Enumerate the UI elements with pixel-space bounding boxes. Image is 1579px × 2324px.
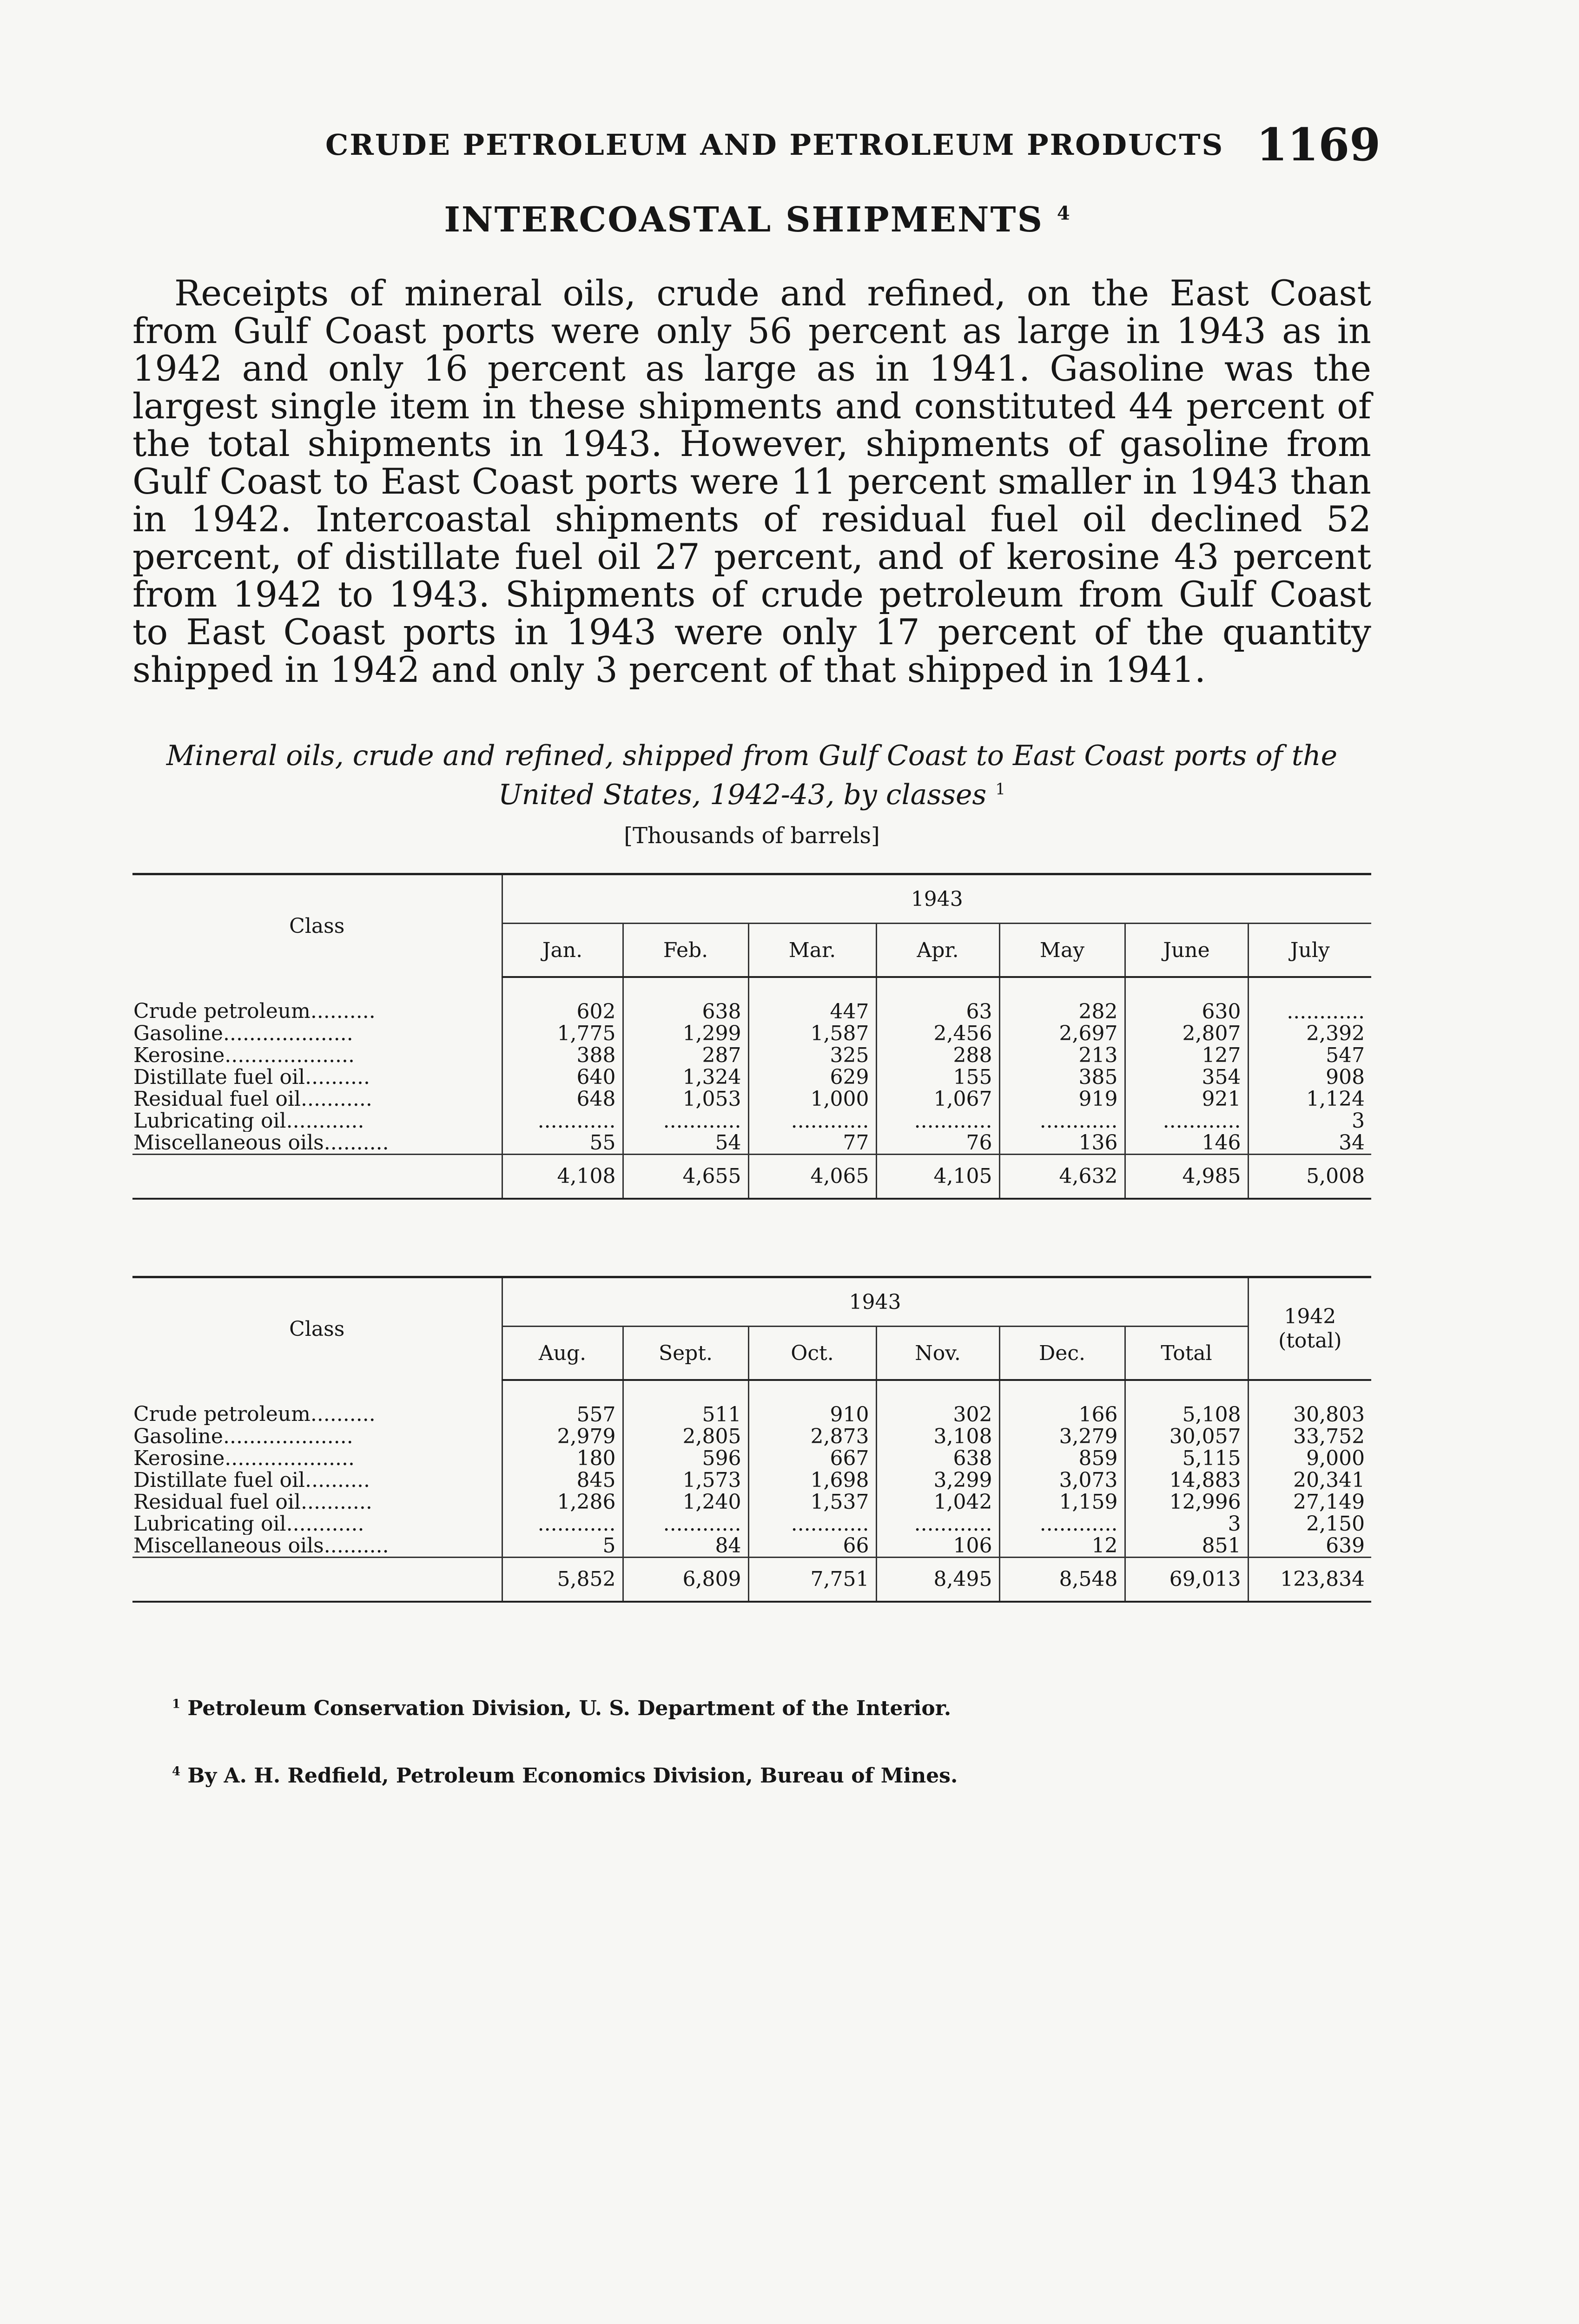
- cell-value: 1,240: [623, 1491, 748, 1513]
- cell-value: 106: [876, 1535, 999, 1558]
- cell-value: 921: [1125, 1088, 1248, 1110]
- cell-value: 1,124: [1248, 1088, 1371, 1110]
- cell-value: 3,279: [999, 1426, 1125, 1447]
- month-header-mar: Mar.: [748, 924, 876, 977]
- cell-value: ............: [1125, 1110, 1248, 1132]
- year-1942-label: 1942: [1284, 1304, 1336, 1328]
- cell-value: 3,299: [876, 1469, 999, 1491]
- cell-value: 14,883: [1125, 1469, 1248, 1491]
- cell-value: 1,000: [748, 1088, 876, 1110]
- cell-value: 55: [502, 1132, 623, 1155]
- cell-value: 630: [1125, 977, 1248, 1023]
- cell-value: 325: [748, 1044, 876, 1066]
- total-value: 123,834: [1248, 1558, 1371, 1602]
- cell-value: 1,159: [999, 1491, 1125, 1513]
- cell-value: 3,108: [876, 1426, 999, 1447]
- month-header-dec: Dec.: [999, 1327, 1125, 1380]
- row-label: Distillate fuel oil..........: [133, 1469, 370, 1491]
- cell-value: ............: [748, 1110, 876, 1132]
- cell-value: 54: [623, 1132, 748, 1155]
- cell-value: 447: [748, 977, 876, 1023]
- table-row: [132, 1469, 1371, 1491]
- total-value: 7,751: [748, 1558, 876, 1602]
- shipments-table-aug-dec: [132, 1276, 1371, 1603]
- cell-value: 166: [999, 1380, 1125, 1426]
- total-value: 4,065: [748, 1155, 876, 1199]
- cell-value: 845: [502, 1469, 623, 1491]
- cell-value: 20,341: [1248, 1469, 1371, 1491]
- table-row: [132, 1088, 1371, 1110]
- cell-value: 5,115: [1125, 1447, 1248, 1469]
- table-unit-note: [Thousands of barrels]: [624, 823, 880, 849]
- month-header-may: May: [999, 924, 1125, 977]
- cell-value: 2,807: [1125, 1023, 1248, 1044]
- cell-value: ............: [502, 1110, 623, 1132]
- table-row: [132, 1110, 1371, 1132]
- cell-value: 84: [623, 1535, 748, 1558]
- section-title-text: INTERCOASTAL SHIPMENTS: [444, 200, 1044, 240]
- total-value: 5,852: [502, 1558, 623, 1602]
- cell-value: 136: [999, 1132, 1125, 1155]
- year-1942-total-header: [1248, 1277, 1371, 1380]
- footnote-text: By A. H. Redfield, Petroleum Economics Division, Bureau of Mines.: [187, 1764, 958, 1788]
- body-paragraph: Receipts of mineral oils, crude and refined, on the East Coast from Gulf Coast ports were only 56 percent as large in 1943 as in 1942 and only 16 percent as large as in 1941. Gasoline was the largest single item in these shipments and constituted 44 percent of the total shipments in 1943. However, shipments of gasoline from Gulf Coast to East Coast ports were 11 percent smaller in 1943 than in 1942. Intercoastal shipments of residual fuel oil declined 52 percent, of distillate fuel oil 27 percent, and of kerosine 43 percent from 1942 to 1943. Shipments of crude petroleum from Gulf Coast to East Coast ports in 1943 were only 17 percent of the quantity shipped in 1942 and only 3 percent of that shipped in 1941.: [132, 272, 1371, 690]
- cell-value: 388: [502, 1044, 623, 1066]
- cell-value: 2,392: [1248, 1023, 1371, 1044]
- month-header-june: June: [1125, 924, 1248, 977]
- cell-value: 2,456: [876, 1023, 999, 1044]
- row-label: Lubricating oil............: [133, 1513, 364, 1535]
- section-title: [135, 200, 1381, 240]
- total-row: [132, 1558, 1371, 1602]
- year-1943-header: 1943: [502, 874, 1371, 924]
- row-label: Crude petroleum..........: [133, 1402, 376, 1426]
- month-header-nov: Nov.: [876, 1327, 999, 1380]
- table-row: [132, 1426, 1371, 1447]
- cell-value: 282: [999, 977, 1125, 1023]
- shipments-table-jan-jul: [132, 873, 1371, 1200]
- cell-value: 2,697: [999, 1023, 1125, 1044]
- cell-value: 3: [1125, 1513, 1248, 1535]
- total-value: 6,809: [623, 1558, 748, 1602]
- cell-value: 287: [623, 1044, 748, 1066]
- row-label: Kerosine....................: [133, 1447, 355, 1469]
- cell-value: 1,775: [502, 1023, 623, 1044]
- cell-value: 77: [748, 1132, 876, 1155]
- table-row: [132, 1023, 1371, 1044]
- table-row: [132, 1491, 1371, 1513]
- cell-value: 640: [502, 1066, 623, 1088]
- cell-value: 908: [1248, 1066, 1371, 1088]
- total-value: 4,655: [623, 1155, 748, 1199]
- month-header-jan: Jan.: [502, 924, 623, 977]
- cell-value: 1,053: [623, 1088, 748, 1110]
- month-header-apr: Apr.: [876, 924, 999, 977]
- cell-value: 596: [623, 1447, 748, 1469]
- cell-value: 1,537: [748, 1491, 876, 1513]
- footnote-author: [172, 1764, 958, 1788]
- total-value: 69,013: [1125, 1558, 1248, 1602]
- cell-value: 511: [623, 1380, 748, 1426]
- cell-value: 146: [1125, 1132, 1248, 1155]
- cell-value: 2,805: [623, 1426, 748, 1447]
- cell-value: 547: [1248, 1044, 1371, 1066]
- table-row: [132, 1044, 1371, 1066]
- cell-value: ............: [876, 1110, 999, 1132]
- cell-value: 12: [999, 1535, 1125, 1558]
- cell-value: 910: [748, 1380, 876, 1426]
- table-row: [132, 1513, 1371, 1535]
- table-row: [132, 1066, 1371, 1088]
- month-header-sept: Sept.: [623, 1327, 748, 1380]
- total-value: 4,632: [999, 1155, 1125, 1199]
- cell-value: 2,150: [1248, 1513, 1371, 1535]
- cell-value: 3,073: [999, 1469, 1125, 1491]
- cell-value: ............: [623, 1513, 748, 1535]
- cell-value: 2,873: [748, 1426, 876, 1447]
- cell-value: 66: [748, 1535, 876, 1558]
- table-row: [132, 1447, 1371, 1469]
- cell-value: 667: [748, 1447, 876, 1469]
- month-header-oct: Oct.: [748, 1327, 876, 1380]
- cell-value: 30,803: [1248, 1380, 1371, 1426]
- row-label: Residual fuel oil...........: [133, 1491, 372, 1513]
- section-footnote-mark: 4: [1057, 202, 1071, 224]
- table-caption-footnote-mark: 1: [995, 780, 1006, 799]
- cell-value: 557: [502, 1380, 623, 1426]
- row-label: Distillate fuel oil..........: [133, 1066, 370, 1088]
- class-column-header: Class: [289, 914, 345, 938]
- total-value: 8,548: [999, 1558, 1125, 1602]
- cell-value: 629: [748, 1066, 876, 1088]
- cell-value: 33,752: [1248, 1426, 1371, 1447]
- cell-value: 127: [1125, 1044, 1248, 1066]
- cell-value: 12,996: [1125, 1491, 1248, 1513]
- cell-value: 851: [1125, 1535, 1248, 1558]
- table-row: [132, 1380, 1371, 1426]
- table-row: [132, 977, 1371, 1023]
- table-row: [132, 1132, 1371, 1155]
- cell-value: ............: [999, 1513, 1125, 1535]
- cell-value: 1,067: [876, 1088, 999, 1110]
- cell-value: 1,698: [748, 1469, 876, 1491]
- cell-value: 859: [999, 1447, 1125, 1469]
- cell-value: 63: [876, 977, 999, 1023]
- running-head: [135, 119, 1381, 170]
- cell-value: ............: [623, 1110, 748, 1132]
- cell-value: 2,979: [502, 1426, 623, 1447]
- cell-value: 34: [1248, 1132, 1371, 1155]
- cell-value: 302: [876, 1380, 999, 1426]
- footnote-text: Petroleum Conservation Division, U. S. Department of the Interior.: [187, 1697, 951, 1720]
- footnote-mark: 1: [172, 1697, 181, 1711]
- cell-value: 1,587: [748, 1023, 876, 1044]
- footnote-mark: 4: [172, 1764, 181, 1779]
- total-row: [132, 1155, 1371, 1199]
- cell-value: 5: [502, 1535, 623, 1558]
- row-label: Kerosine....................: [133, 1044, 355, 1066]
- total-value: 5,008: [1248, 1155, 1371, 1199]
- table-caption-text: Mineral oils, crude and refined, shipped from Gulf Coast to East Coast ports of the United States, 1942-43, by classes: [166, 739, 1338, 811]
- cell-value: 76: [876, 1132, 999, 1155]
- month-header-july: July: [1248, 924, 1371, 977]
- cell-value: 9,000: [1248, 1447, 1371, 1469]
- cell-value: ............: [502, 1513, 623, 1535]
- row-label: Crude petroleum..........: [133, 999, 376, 1023]
- total-value: 4,108: [502, 1155, 623, 1199]
- row-label: Miscellaneous oils..........: [133, 1132, 389, 1155]
- cell-value: 648: [502, 1088, 623, 1110]
- footnote-source: [172, 1697, 951, 1720]
- total-value: 4,985: [1125, 1155, 1248, 1199]
- cell-value: 638: [876, 1447, 999, 1469]
- cell-value: 919: [999, 1088, 1125, 1110]
- total-row-label: [132, 1558, 502, 1602]
- year-1942-total-label: (total): [1278, 1328, 1342, 1353]
- year-1943-header: 1943: [502, 1277, 1248, 1327]
- cell-value: ............: [748, 1513, 876, 1535]
- total-1943-header: Total: [1125, 1327, 1248, 1380]
- table-caption: [132, 739, 1371, 812]
- total-value: 4,105: [876, 1155, 999, 1199]
- cell-value: 155: [876, 1066, 999, 1088]
- cell-value: 385: [999, 1066, 1125, 1088]
- cell-value: 3: [1248, 1110, 1371, 1132]
- cell-value: 639: [1248, 1535, 1371, 1558]
- page-number: 1169: [1256, 119, 1381, 171]
- row-label: Gasoline....................: [133, 1023, 353, 1044]
- cell-value: 1,299: [623, 1023, 748, 1044]
- cell-value: 638: [623, 977, 748, 1023]
- cell-value: 288: [876, 1044, 999, 1066]
- row-label: Miscellaneous oils..........: [133, 1535, 389, 1558]
- cell-value: ............: [999, 1110, 1125, 1132]
- cell-value: 5,108: [1125, 1380, 1248, 1426]
- cell-value: 1,042: [876, 1491, 999, 1513]
- class-column-header: Class: [289, 1317, 345, 1341]
- total-row-label: [132, 1155, 502, 1199]
- cell-value: 180: [502, 1447, 623, 1469]
- cell-value: ............: [876, 1513, 999, 1535]
- row-label: Residual fuel oil...........: [133, 1088, 372, 1110]
- month-header-aug: Aug.: [502, 1327, 623, 1380]
- cell-value: 354: [1125, 1066, 1248, 1088]
- cell-value: 1,324: [623, 1066, 748, 1088]
- cell-value: 1,286: [502, 1491, 623, 1513]
- table-row: [132, 1535, 1371, 1558]
- total-value: 8,495: [876, 1558, 999, 1602]
- cell-value: 1,573: [623, 1469, 748, 1491]
- month-header-feb: Feb.: [623, 924, 748, 977]
- cell-value: 602: [502, 977, 623, 1023]
- running-title: CRUDE PETROLEUM AND PETROLEUM PRODUCTS: [325, 128, 1224, 162]
- row-label: Gasoline....................: [133, 1426, 353, 1447]
- cell-value: ............: [1248, 977, 1371, 1023]
- cell-value: 213: [999, 1044, 1125, 1066]
- cell-value: 27,149: [1248, 1491, 1371, 1513]
- cell-value: 30,057: [1125, 1426, 1248, 1447]
- row-label: Lubricating oil............: [133, 1110, 364, 1132]
